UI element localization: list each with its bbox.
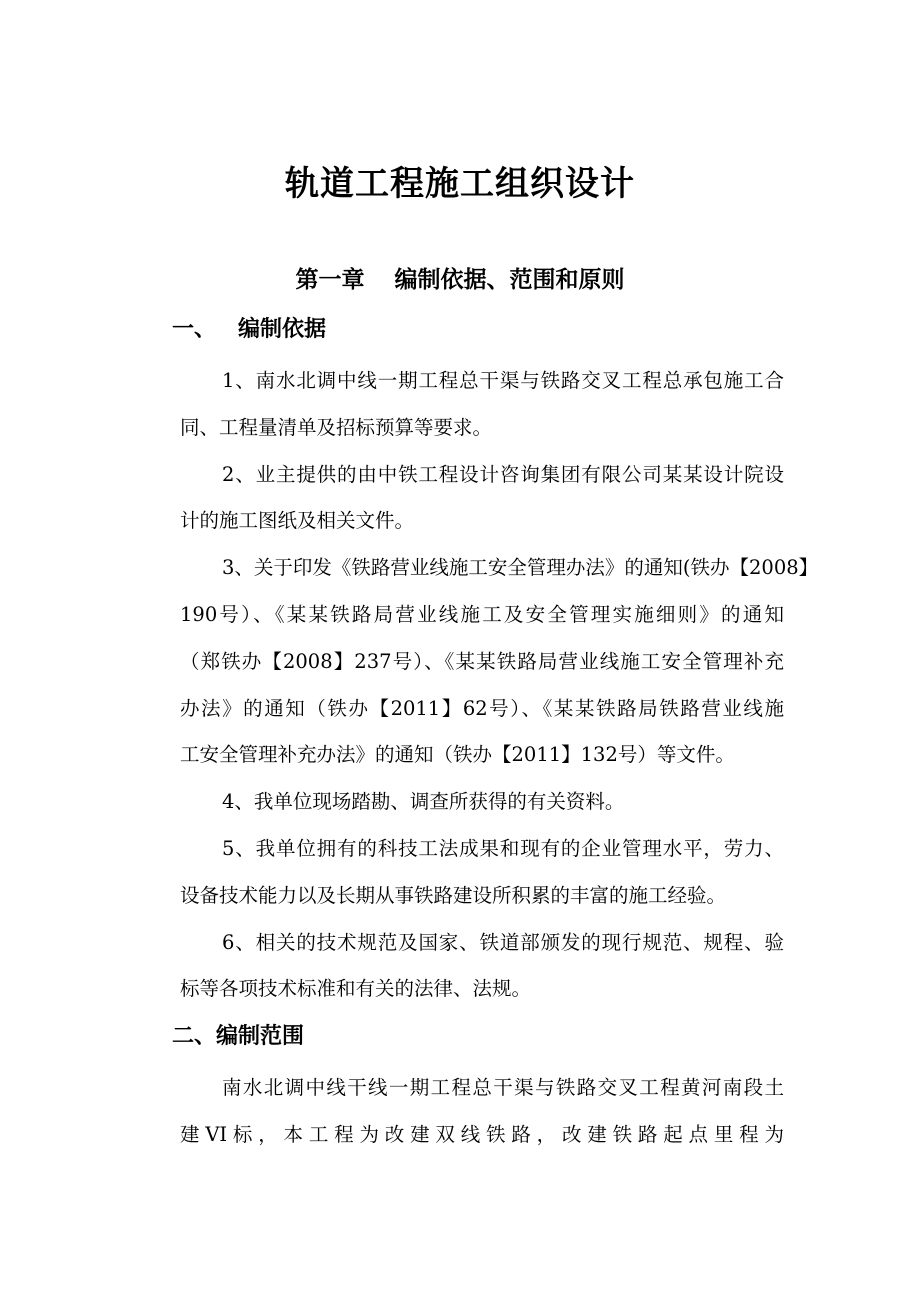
paragraph-line: 标等各项技术标准和有关的法律、法规。 [180,977,532,1001]
paragraph-line: 4、我单位现场踏勘、调查所获得的有关资料。 [222,790,625,814]
paragraph-line: 190号）、《某某铁路局营业线施工及安全管理实施细则》的通知 [180,602,784,626]
section-heading-2 [172,1020,304,1054]
section-title: 编制范围 [216,1024,305,1049]
section-title: 编制依据 [238,317,327,342]
paragraph [138,358,784,452]
chapter-title: 编制依据、范围和原则 [394,267,625,293]
paragraph-line: 建VI标，本工程为改建双线铁路，改建铁路起点里程为 [180,1122,784,1146]
document-title: 轨道工程施工组织设计 [285,164,635,204]
paragraph-line: 6、相关的技术规范及国家、铁道部颁发的现行规范、规程、验 [222,930,784,954]
paragraph [138,1065,784,1159]
chapter-heading [0,262,920,298]
paragraph-line: 设备技术能力以及长期从事铁路建设所积累的丰富的施工经验。 [180,883,727,907]
section-2-body [138,1065,784,1159]
paragraph-line: （郑铁办【2008】237号）、《某某铁路局营业线施工安全管理补充 [180,649,784,673]
section-number: 一、 [172,317,217,342]
section-heading-1 [172,313,326,347]
section-number: 二、 [172,1024,217,1049]
paragraph-line: 南水北调中线干线一期工程总干渠与铁路交叉工程黄河南段土 [222,1076,784,1099]
paragraph-line: 5、我单位拥有的科技工法成果和现有的企业管理水平，劳力、 [222,836,784,860]
paragraph-line: 1、南水北调中线一期工程总干渠与铁路交叉工程总承包施工合 [222,369,784,392]
chapter-number: 第一章 [295,267,365,293]
paragraph [138,920,784,1014]
paragraph [138,779,784,826]
paragraph [138,545,819,779]
paragraph-line: 计的施工图纸及相关文件。 [180,509,415,533]
paragraph-line: 办法》的通知（铁办【2011】62号）、《某某铁路局铁路营业线施 [180,696,784,720]
paragraph [138,452,784,546]
paragraph-line: 2、业主提供的由中铁工程设计咨询集团有限公司某某设计院设 [222,462,784,486]
paragraph [138,826,784,920]
paragraph-line: 3、关于印发《铁路营业线施工安全管理办法》的通知(铁办【2008】 [222,556,819,580]
paragraph-line: 同、工程量清单及招标预算等要求。 [180,415,493,439]
paragraph-line: 工安全管理补充办法》的通知（铁办【2011】132号）等文件。 [180,743,735,767]
section-1-body [138,358,819,1013]
